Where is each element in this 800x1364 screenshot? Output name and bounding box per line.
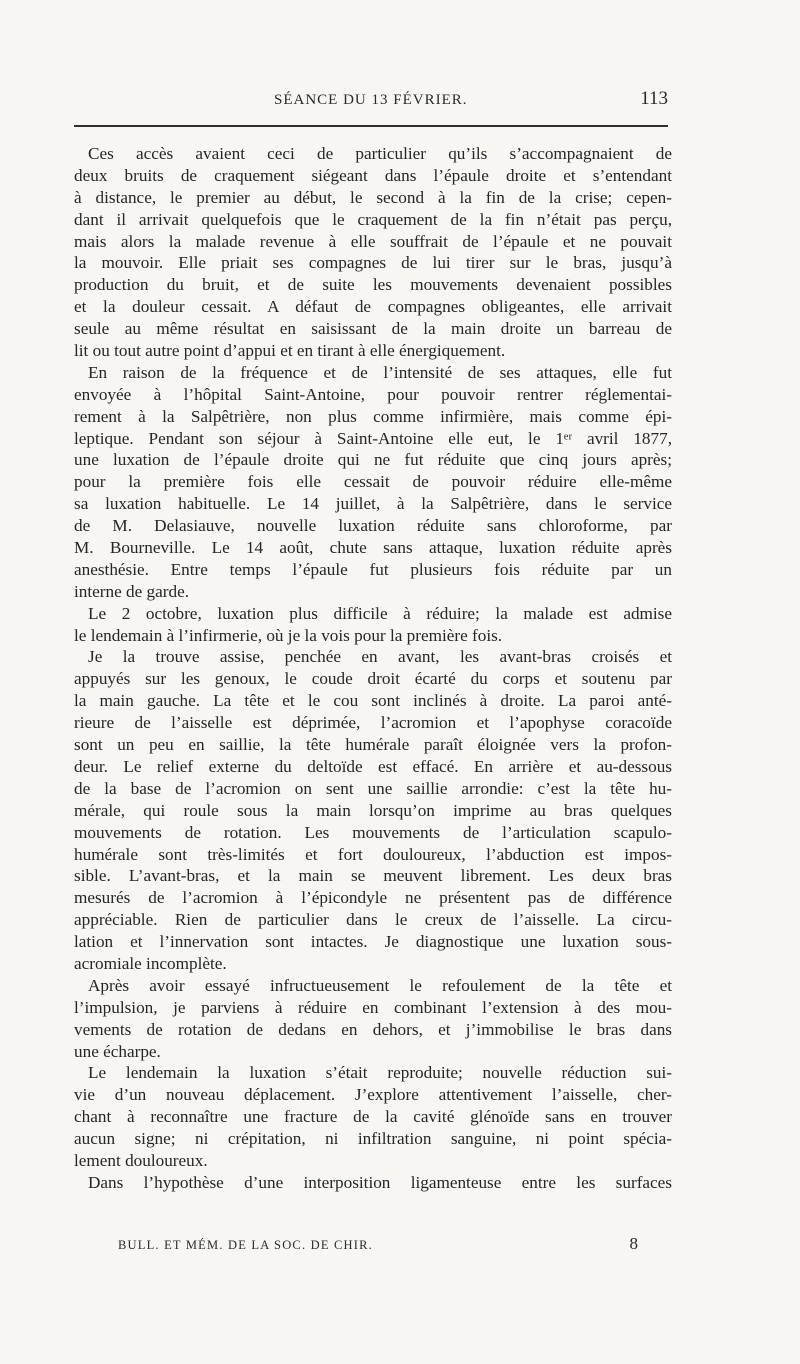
text-line: Dans l’hypothèse d’une interposition ligamenteuse entre les surfaces bbox=[88, 1172, 672, 1192]
text-line: aucun signe; ni crépitation, ni infiltration sanguine, ni point spécia- bbox=[74, 1129, 672, 1149]
text-line: lation et l’innervation sont intactes. Je diagnostique une luxation sous- bbox=[74, 932, 672, 952]
text-line: dant il arrivait quelquefois que le craquement de la fin n’était pas perçu, bbox=[74, 209, 672, 229]
text-line: sa luxation habituelle. Le 14 juillet, à la Salpêtrière, dans le service bbox=[74, 494, 672, 514]
text-line: Je la trouve assise, penchée en avant, les avant-bras croisés et bbox=[88, 647, 672, 667]
text-line: chant à reconnaître une fracture de la cavité glénoïde sans en trouver bbox=[74, 1107, 672, 1127]
text-line: vements de rotation de dedans en dehors, et j’immobilise le bras dans bbox=[74, 1019, 672, 1039]
text-line: Le 2 octobre, luxation plus difficile à réduire; la malade est admise bbox=[88, 603, 672, 623]
text-line: l’impulsion, je parviens à réduire en combinant l’extension à des mou- bbox=[74, 997, 672, 1017]
text-line: une écharpe. bbox=[74, 1041, 161, 1061]
text-line: à distance, le premier au début, le second à la fin de la crise; cepen- bbox=[74, 187, 672, 207]
text-line: rement à la Salpêtrière, non plus comme infirmière, mais comme épi- bbox=[74, 406, 672, 426]
text-line: interne de garde. bbox=[74, 581, 190, 601]
footer-signature: BULL. ET MÉM. DE LA SOC. DE CHIR. bbox=[118, 1238, 373, 1252]
text-line: et la douleur cessait. A défaut de compagnes obligeantes, elle arrivait bbox=[74, 297, 672, 317]
text-line: anesthésie. Entre temps l’épaule fut plusieurs fois réduite par un bbox=[74, 559, 672, 579]
text-line: deux bruits de craquement siégeant dans l’épaule droite et s’entendant bbox=[74, 165, 672, 185]
text-line: acromiale incomplète. bbox=[74, 953, 227, 973]
text-line: envoyée à l’hôpital Saint-Antoine, pour pouvoir rentrer réglementai- bbox=[74, 384, 672, 404]
text-line: sont un peu en saillie, la tête humérale paraît éloignée vers la profon- bbox=[74, 735, 672, 755]
text-line: appréciable. Rien de particulier dans le creux de l’aisselle. La circu- bbox=[74, 910, 672, 930]
text-line: une luxation de l’épaule droite qui ne fut réduite que cinq jours après; bbox=[74, 450, 672, 470]
page-number: 113 bbox=[640, 88, 668, 109]
text-line: mais alors la malade revenue à elle souffrait de l’épaule et ne pouvait bbox=[74, 231, 672, 251]
text-line: de la base de l’acromion on sent une saillie arrondie: c’est la tête hu- bbox=[74, 778, 672, 798]
text-line: Le lendemain la luxation s’était reproduite; nouvelle réduction sui- bbox=[88, 1063, 672, 1083]
text-line: lement douloureux. bbox=[74, 1150, 208, 1170]
text-line: le lendemain à l’infirmerie, où je la vois pour la première fois. bbox=[74, 625, 503, 645]
text-line: sible. L’avant-bras, et la main se meuvent librement. Les deux bras bbox=[74, 866, 672, 886]
text-line: rieure de l’aisselle est déprimée, l’acromion et l’apophyse coracoïde bbox=[74, 713, 672, 733]
page-footer bbox=[118, 1234, 638, 1258]
text-line: la mouvoir. Elle priait ses compagnes de lui tirer sur le bras, jusqu’à bbox=[74, 253, 672, 273]
text-line: seule au même résultat en saisissant de la main droite un barreau de bbox=[74, 319, 672, 339]
running-title: SÉANCE DU 13 FÉVRIER. bbox=[274, 92, 468, 108]
page-header bbox=[74, 88, 670, 118]
text-line: mesurés de l’acromion à l’épicondyle ne présentent pas de différence bbox=[74, 888, 672, 908]
text-line: En raison de la fréquence et de l’intensité de ses attaques, elle fut bbox=[88, 362, 672, 382]
text-line: deur. Le relief externe du deltoïde est effacé. En arrière et au-dessous bbox=[74, 756, 672, 776]
text-line: leptique. Pendant son séjour à Saint-Antoine elle eut, le 1ᵉʳ avril 1877, bbox=[74, 428, 672, 448]
text-line: de M. Delasiauve, nouvelle luxation réduite sans chloroforme, par bbox=[74, 516, 672, 536]
text-line: mouvements de rotation. Les mouvements de l’articulation scapulo- bbox=[74, 822, 672, 842]
text-line: Ces accès avaient ceci de particulier qu’ils s’accompagnaient de bbox=[88, 144, 672, 163]
text-line: Après avoir essayé infructueusement le refoulement de la tête et bbox=[88, 975, 672, 995]
text-line: la main gauche. La tête et le cou sont inclinés à droite. La paroi anté- bbox=[74, 691, 672, 711]
text-line: vie d’un nouveau déplacement. J’explore attentivement l’aisselle, cher- bbox=[74, 1085, 672, 1105]
text-line: mérale, qui roule sous la main lorsqu’on imprime au bras quelques bbox=[74, 800, 672, 820]
text-line: production du bruit, et de suite les mouvements devenaient possibles bbox=[74, 275, 672, 295]
body-text bbox=[74, 143, 672, 1194]
text-line: humérale sont très-limités et fort douloureux, l’abduction est impos- bbox=[74, 844, 672, 864]
text-line: lit ou tout autre point d’appui et en tirant à elle énergiquement. bbox=[74, 341, 506, 361]
text-line: pour la première fois elle cessait de pouvoir réduire elle-même bbox=[74, 472, 672, 492]
signature-mark: 8 bbox=[629, 1234, 638, 1253]
text-line: appuyés sur les genoux, le coude droit écarté du corps et soutenu par bbox=[74, 669, 672, 689]
header-rule bbox=[74, 125, 668, 127]
text-line: M. Bourneville. Le 14 août, chute sans attaque, luxation réduite après bbox=[74, 538, 672, 558]
